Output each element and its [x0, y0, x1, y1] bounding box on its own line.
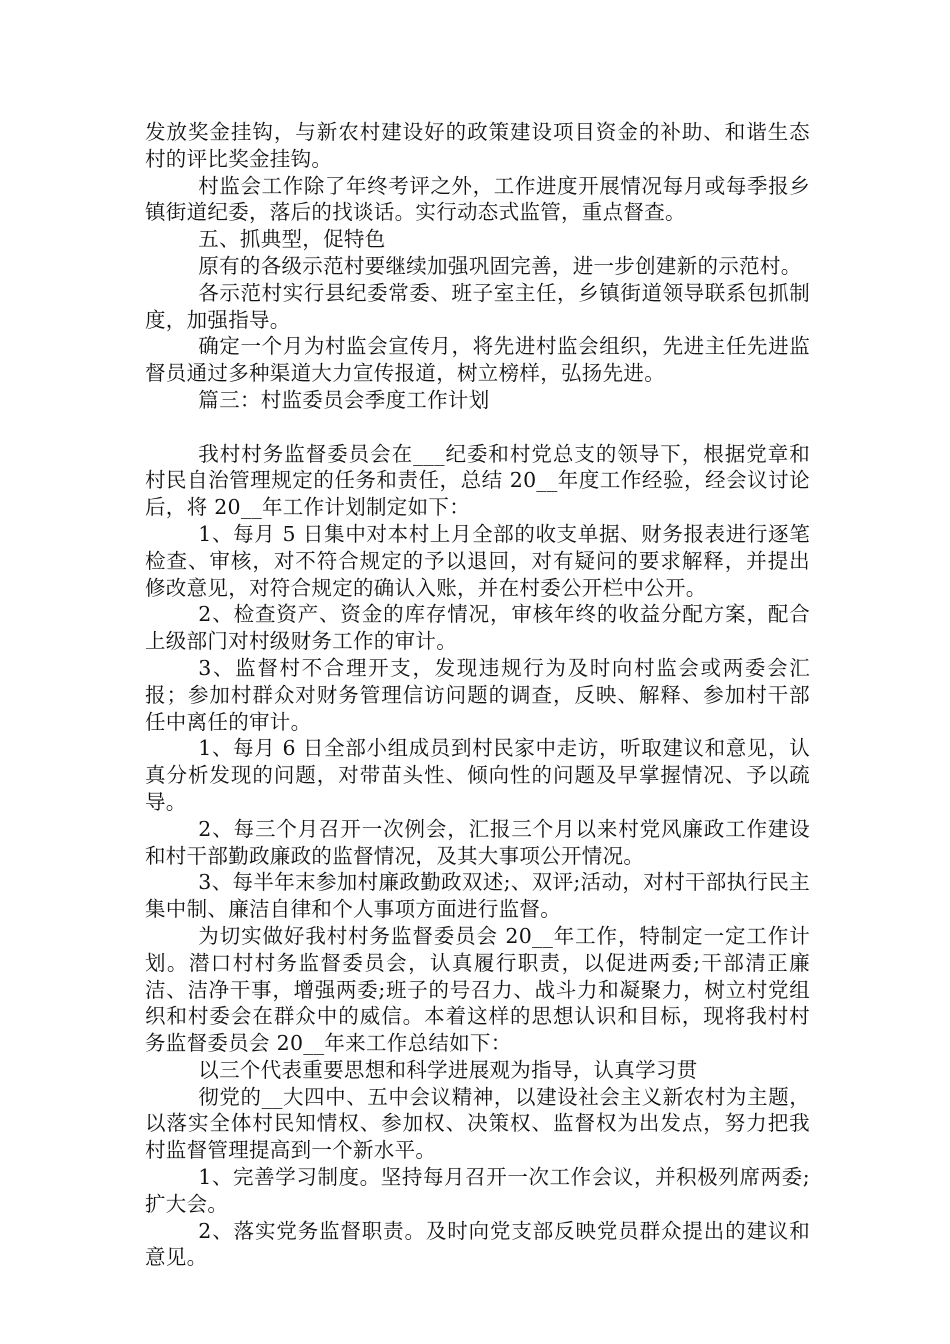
paragraph: 1、每月 5 日集中对本村上月全部的收支单据、财务报表进行逐笔检查、审核，对不符合规定的予以退回，对有疑问的要求解释，并提出修改意见，对符合规定的确认入账，并在村委公开栏中公开。	[145, 521, 810, 600]
blank-line	[145, 414, 810, 441]
paragraph: 以三个代表重要思想和科学进展观为指导，认真学习贯	[198, 1057, 698, 1082]
paragraph: 3、监督村不合理开支，发现违规行为及时向村监会或两委会汇报；参加村群众对财务管理信访问题的调查，反映、解释、参加村干部任中离任的审计。	[145, 655, 810, 734]
paragraph: 为切实做好我村村务监督委员会 20__年工作，特制定一定工作计划。潜口村村务监督委员会，认真履行职责，以促进两委;干部清正廉洁、洁净干事，增强两委;班子的号召力、战斗力和凝聚力，树立村党组织和村委会在群众中的威信。本着这样的思想认识和目标，现将我村村务监督委员会 20__年来工作总结如下：	[145, 923, 810, 1056]
paragraph: 3、每半年末参加村廉政勤政双述;、双评;活动，对村干部执行民主集中制、廉洁自律和个人事项方面进行监督。	[145, 870, 810, 922]
paragraph: 2、落实党务监督职责。及时向党支部反映党员群众提出的建议和意见。	[145, 1218, 810, 1270]
paragraph: 村监会工作除了年终考评之外，工作进度开展情况每月或每季报乡镇街道纪委，落后的找谈话。实行动态式监管，重点督查。	[145, 173, 810, 225]
paragraph: 1、每月 6 日全部小组成员到村民家中走访，听取建议和意见，认真分析发现的问题，对带苗头性、倾向性的问题及早掌握情况、予以疏导。	[145, 736, 810, 814]
paragraph: 发放奖金挂钩，与新农村建设好的政策建设项目资金的补助、和谐生态村的评比奖金挂钩。	[145, 120, 810, 171]
paragraph: 2、每三个月召开一次例会，汇报三个月以来村党风廉政工作建设和村干部勤政廉政的监督情况，及其大事项公开情况。	[145, 816, 810, 868]
paragraph: 彻党的__大四中、五中会议精神，以建设社会主义新农村为主题，以落实全体村民知情权、参加权、决策权、监督权为出发点，努力把我村监督管理提高到一个新水平。	[145, 1084, 810, 1163]
chapter-heading: 篇三：村监委员会季度工作计划	[198, 387, 490, 412]
paragraph: 确定一个月为村监会宣传月，将先进村监会组织，先进主任先进监督员通过多种渠道大力宣传报道，树立榜样，弘扬先进。	[145, 334, 810, 386]
paragraph: 原有的各级示范村要继续加强巩固完善，进一步创建新的示范村。	[198, 253, 802, 278]
paragraph: 2、检查资产、资金的库存情况，审核年终的收益分配方案，配合上级部门对村级财务工作的审计。	[145, 602, 810, 654]
paragraph: 1、完善学习制度。坚持每月召开一次工作会议，并积极列席两委;扩大会。	[145, 1165, 810, 1216]
paragraph: 我村村务监督委员会在___纪委和村党总支的领导下，根据党章和村民自治管理规定的任务和责任，总结 20__年度工作经验，经会议讨论后，将 20__年工作计划制定如下：	[145, 441, 810, 520]
section-heading: 五、抓典型，促特色	[198, 227, 386, 252]
paragraph: 各示范村实行县纪委常委、班子室主任，乡镇街道领导联系包抓制度，加强指导。	[145, 280, 810, 332]
document-body	[145, 119, 810, 1271]
